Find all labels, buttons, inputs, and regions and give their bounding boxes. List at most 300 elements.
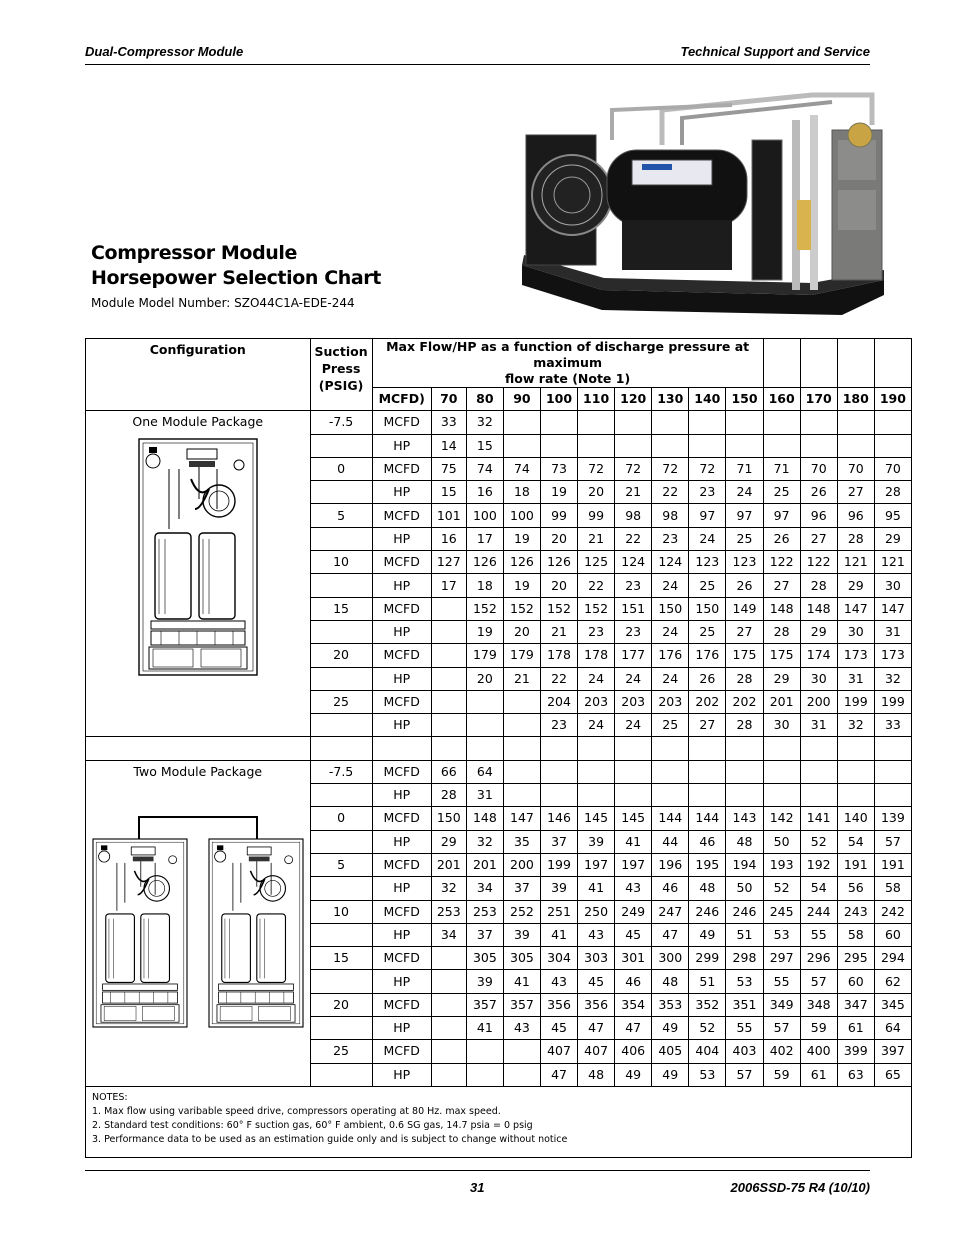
value-cell: 139 (874, 807, 911, 830)
value-cell: 21 (503, 667, 540, 690)
notes-heading: NOTES: (92, 1091, 128, 1103)
value-cell: 152 (503, 597, 540, 620)
value-cell: 178 (540, 644, 577, 667)
value-cell (874, 760, 911, 783)
value-cell: 25 (726, 527, 763, 550)
value-cell: 397 (874, 1040, 911, 1063)
value-cell: 37 (466, 923, 503, 946)
suction-pressure-cell: 15 (310, 947, 372, 970)
value-cell (431, 947, 466, 970)
max-flow-header-line1: Max Flow/HP as a function of discharge pressure at maximum (386, 339, 750, 370)
value-cell (431, 667, 466, 690)
value-cell: 43 (578, 923, 615, 946)
value-cell: 30 (800, 667, 837, 690)
value-cell: 347 (837, 993, 874, 1016)
value-cell: 50 (726, 877, 763, 900)
value-cell: 192 (800, 853, 837, 876)
spacer-cell (874, 737, 911, 760)
value-cell: 152 (466, 597, 503, 620)
value-cell: 97 (726, 504, 763, 527)
value-cell: 50 (763, 830, 800, 853)
value-cell: 299 (689, 947, 726, 970)
value-cell: 28 (726, 667, 763, 690)
note-1: 1. Max flow using varibable speed drive, compressors operating at 80 Hz. max speed. (92, 1105, 501, 1117)
value-cell: 31 (837, 667, 874, 690)
value-cell: 305 (503, 947, 540, 970)
unit-cell: MCFD (372, 993, 431, 1016)
value-cell: 74 (503, 457, 540, 480)
suction-pressure-cell: 0 (310, 807, 372, 830)
suction-pressure-cell (310, 830, 372, 853)
value-cell (466, 1063, 503, 1086)
value-cell: 173 (837, 644, 874, 667)
value-cell: 348 (800, 993, 837, 1016)
value-cell: 122 (800, 551, 837, 574)
value-cell: 47 (652, 923, 689, 946)
value-cell (431, 620, 466, 643)
value-cell: 148 (800, 597, 837, 620)
value-cell: 46 (615, 970, 652, 993)
value-cell: 178 (578, 644, 615, 667)
value-cell: 32 (466, 830, 503, 853)
value-cell: 24 (652, 667, 689, 690)
value-cell (540, 784, 577, 807)
value-cell: 57 (726, 1063, 763, 1086)
value-cell: 47 (578, 1017, 615, 1040)
value-cell: 43 (615, 877, 652, 900)
value-cell: 34 (466, 877, 503, 900)
value-cell: 18 (503, 481, 540, 504)
value-cell (837, 784, 874, 807)
value-cell: 99 (540, 504, 577, 527)
value-cell (874, 434, 911, 457)
value-cell (763, 760, 800, 783)
value-cell: 65 (874, 1063, 911, 1086)
value-cell: 173 (874, 644, 911, 667)
unit-cell: HP (372, 481, 431, 504)
value-cell: 16 (466, 481, 503, 504)
value-cell: 246 (689, 900, 726, 923)
chart-title-line1: Compressor Module (91, 242, 297, 264)
value-cell: 121 (874, 551, 911, 574)
value-cell (763, 434, 800, 457)
value-cell: 53 (689, 1063, 726, 1086)
value-cell: 24 (652, 620, 689, 643)
value-cell (652, 784, 689, 807)
spacer-cell (431, 737, 466, 760)
blank-header-cell (874, 339, 911, 388)
value-cell: 150 (652, 597, 689, 620)
value-cell (578, 760, 615, 783)
value-cell: 246 (726, 900, 763, 923)
value-cell: 297 (763, 947, 800, 970)
spacer-cell (763, 737, 800, 760)
value-cell: 23 (615, 620, 652, 643)
value-cell: 123 (689, 551, 726, 574)
value-cell: 52 (800, 830, 837, 853)
value-cell: 300 (652, 947, 689, 970)
table-row (86, 760, 912, 783)
value-cell: 21 (578, 527, 615, 550)
value-cell: 250 (578, 900, 615, 923)
suction-pressure-header (310, 339, 372, 411)
value-cell (689, 434, 726, 457)
package-configuration-cell (86, 411, 311, 737)
value-cell: 176 (652, 644, 689, 667)
suction-pressure-cell (310, 527, 372, 550)
value-cell: 175 (726, 644, 763, 667)
value-cell: 48 (578, 1063, 615, 1086)
value-cell: 28 (837, 527, 874, 550)
suction-pressure-cell (310, 481, 372, 504)
value-cell (874, 784, 911, 807)
value-cell: 123 (726, 551, 763, 574)
value-cell: 15 (431, 481, 466, 504)
value-cell (689, 784, 726, 807)
suction-pressure-cell: 20 (310, 993, 372, 1016)
value-cell: 145 (578, 807, 615, 830)
value-cell (431, 1063, 466, 1086)
value-cell: 32 (874, 667, 911, 690)
value-cell: 97 (689, 504, 726, 527)
page-number: 31 (470, 1180, 485, 1195)
value-cell: 72 (615, 457, 652, 480)
value-cell: 22 (652, 481, 689, 504)
value-cell: 298 (726, 947, 763, 970)
value-cell (615, 760, 652, 783)
spacer-cell (689, 737, 726, 760)
value-cell: 32 (431, 877, 466, 900)
header-left-title: Dual-Compressor Module (85, 44, 244, 59)
suction-header-line2: Press (321, 361, 361, 376)
value-cell: 33 (431, 411, 466, 434)
value-cell: 53 (726, 970, 763, 993)
suction-pressure-cell (310, 667, 372, 690)
value-cell: 97 (763, 504, 800, 527)
value-cell: 294 (874, 947, 911, 970)
value-cell (466, 1040, 503, 1063)
blank-header-cell (837, 339, 874, 388)
table-row (86, 411, 912, 434)
value-cell: 41 (540, 923, 577, 946)
value-cell: 253 (431, 900, 466, 923)
unit-cell: MCFD (372, 551, 431, 574)
value-cell: 35 (503, 830, 540, 853)
value-cell (503, 690, 540, 713)
value-cell: 245 (763, 900, 800, 923)
value-cell (689, 760, 726, 783)
value-cell: 126 (503, 551, 540, 574)
unit-cell: HP (372, 970, 431, 993)
max-flow-header (372, 339, 763, 388)
value-cell: 96 (837, 504, 874, 527)
value-cell: 249 (615, 900, 652, 923)
value-cell: 191 (837, 853, 874, 876)
value-cell: 16 (431, 527, 466, 550)
value-cell: 96 (800, 504, 837, 527)
value-cell: 303 (578, 947, 615, 970)
value-cell: 400 (800, 1040, 837, 1063)
value-cell: 301 (615, 947, 652, 970)
value-cell: 243 (837, 900, 874, 923)
value-cell: 27 (726, 620, 763, 643)
horsepower-selection-table (85, 338, 912, 1158)
suction-pressure-cell (310, 434, 372, 457)
unit-cell: MCFD (372, 411, 431, 434)
value-cell (726, 434, 763, 457)
value-cell: 147 (874, 597, 911, 620)
discharge-pressure-header: 120 (615, 388, 652, 411)
value-cell (837, 434, 874, 457)
value-cell: 151 (615, 597, 652, 620)
suction-pressure-cell: 10 (310, 900, 372, 923)
value-cell: 24 (652, 574, 689, 597)
value-cell: 142 (763, 807, 800, 830)
discharge-pressure-header: 170 (800, 388, 837, 411)
compressor-module-photo (512, 80, 892, 325)
value-cell: 199 (540, 853, 577, 876)
value-cell: 24 (726, 481, 763, 504)
suction-pressure-cell (310, 1017, 372, 1040)
value-cell: 150 (689, 597, 726, 620)
value-cell: 152 (578, 597, 615, 620)
unit-cell: HP (372, 667, 431, 690)
value-cell: 21 (540, 620, 577, 643)
value-cell: 27 (763, 574, 800, 597)
package-name: One Module Package (132, 414, 264, 430)
value-cell: 177 (615, 644, 652, 667)
suction-pressure-cell (310, 970, 372, 993)
value-cell (726, 760, 763, 783)
suction-pressure-cell (310, 714, 372, 737)
suction-pressure-cell (310, 784, 372, 807)
suction-pressure-cell: -7.5 (310, 760, 372, 783)
value-cell: 72 (652, 457, 689, 480)
value-cell: 27 (689, 714, 726, 737)
value-cell: 179 (466, 644, 503, 667)
value-cell (726, 784, 763, 807)
value-cell: 49 (652, 1063, 689, 1086)
value-cell: 121 (837, 551, 874, 574)
value-cell: 24 (578, 714, 615, 737)
value-cell: 23 (652, 527, 689, 550)
value-cell: 296 (800, 947, 837, 970)
value-cell (800, 784, 837, 807)
value-cell: 28 (431, 784, 466, 807)
value-cell: 74 (466, 457, 503, 480)
discharge-pressure-header: 160 (763, 388, 800, 411)
value-cell: 28 (800, 574, 837, 597)
value-cell (837, 411, 874, 434)
value-cell: 14 (431, 434, 466, 457)
value-cell (800, 411, 837, 434)
value-cell (689, 411, 726, 434)
discharge-pressure-header: 80 (466, 388, 503, 411)
value-cell: 19 (503, 574, 540, 597)
value-cell: 30 (763, 714, 800, 737)
value-cell: 202 (726, 690, 763, 713)
value-cell: 30 (874, 574, 911, 597)
value-cell: 247 (652, 900, 689, 923)
unit-cell: HP (372, 574, 431, 597)
value-cell: 29 (800, 620, 837, 643)
value-cell: 55 (726, 1017, 763, 1040)
spacer-cell (503, 737, 540, 760)
value-cell: 43 (540, 970, 577, 993)
value-cell: 24 (615, 667, 652, 690)
value-cell: 21 (615, 481, 652, 504)
value-cell (652, 411, 689, 434)
value-cell: 22 (578, 574, 615, 597)
unit-cell: MCFD (372, 853, 431, 876)
value-cell: 57 (763, 1017, 800, 1040)
value-cell: 204 (540, 690, 577, 713)
value-cell: 143 (726, 807, 763, 830)
value-cell: 45 (615, 923, 652, 946)
value-cell: 147 (837, 597, 874, 620)
spacer-cell (310, 737, 372, 760)
notes-section (86, 1086, 912, 1157)
value-cell: 22 (615, 527, 652, 550)
value-cell: 242 (874, 900, 911, 923)
value-cell: 20 (503, 620, 540, 643)
value-cell: 48 (726, 830, 763, 853)
value-cell (431, 690, 466, 713)
unit-cell: MCFD (372, 597, 431, 620)
unit-cell: HP (372, 620, 431, 643)
configuration-header: Configuration (86, 339, 311, 411)
value-cell: 63 (837, 1063, 874, 1086)
value-cell (503, 1063, 540, 1086)
unit-cell: MCFD (372, 807, 431, 830)
value-cell: 31 (874, 620, 911, 643)
value-cell: 174 (800, 644, 837, 667)
value-cell (431, 1017, 466, 1040)
spacer-cell (86, 737, 311, 760)
value-cell: 402 (763, 1040, 800, 1063)
value-cell: 41 (615, 830, 652, 853)
spacer-cell (372, 737, 431, 760)
value-cell: 26 (689, 667, 726, 690)
value-cell: 29 (837, 574, 874, 597)
value-cell: 72 (578, 457, 615, 480)
value-cell: 199 (837, 690, 874, 713)
suction-pressure-cell: 25 (310, 690, 372, 713)
value-cell: 200 (800, 690, 837, 713)
value-cell: 72 (689, 457, 726, 480)
value-cell (726, 411, 763, 434)
value-cell (615, 784, 652, 807)
value-cell: 30 (837, 620, 874, 643)
value-cell (503, 434, 540, 457)
value-cell (578, 784, 615, 807)
value-cell: 98 (615, 504, 652, 527)
value-cell: 144 (689, 807, 726, 830)
value-cell: 200 (503, 853, 540, 876)
value-cell (431, 597, 466, 620)
discharge-pressure-header: 140 (689, 388, 726, 411)
value-cell: 45 (540, 1017, 577, 1040)
value-cell: 27 (800, 527, 837, 550)
value-cell: 23 (689, 481, 726, 504)
value-cell (431, 714, 466, 737)
value-cell: 47 (540, 1063, 577, 1086)
value-cell: 70 (800, 457, 837, 480)
value-cell: 46 (689, 830, 726, 853)
value-cell: 404 (689, 1040, 726, 1063)
value-cell (431, 970, 466, 993)
value-cell: 41 (466, 1017, 503, 1040)
value-cell: 403 (726, 1040, 763, 1063)
spacer-cell (652, 737, 689, 760)
value-cell: 37 (540, 830, 577, 853)
discharge-pressure-header: 70 (431, 388, 466, 411)
value-cell: 29 (431, 830, 466, 853)
chart-title (91, 241, 381, 291)
value-cell (466, 714, 503, 737)
unit-cell: HP (372, 1017, 431, 1040)
value-cell: 149 (726, 597, 763, 620)
value-cell (503, 1040, 540, 1063)
value-cell: 407 (540, 1040, 577, 1063)
value-cell: 253 (466, 900, 503, 923)
value-cell: 193 (763, 853, 800, 876)
value-cell: 101 (431, 504, 466, 527)
value-cell: 71 (763, 457, 800, 480)
value-cell: 356 (540, 993, 577, 1016)
value-cell: 26 (763, 527, 800, 550)
value-cell: 73 (540, 457, 577, 480)
spacer-cell (578, 737, 615, 760)
unit-cell: HP (372, 784, 431, 807)
value-cell: 99 (578, 504, 615, 527)
value-cell: 201 (431, 853, 466, 876)
value-cell: 48 (689, 877, 726, 900)
discharge-pressure-header: 110 (578, 388, 615, 411)
value-cell: 23 (615, 574, 652, 597)
value-cell: 49 (615, 1063, 652, 1086)
value-cell: 147 (503, 807, 540, 830)
value-cell (578, 434, 615, 457)
value-cell: 58 (837, 923, 874, 946)
value-cell: 19 (466, 620, 503, 643)
spacer-row (86, 737, 912, 760)
value-cell: 60 (837, 970, 874, 993)
unit-cell: HP (372, 714, 431, 737)
value-cell (540, 434, 577, 457)
note-3: 3. Performance data to be used as an estimation guide only and is subject to change without notice (92, 1133, 568, 1145)
value-cell: 26 (800, 481, 837, 504)
value-cell: 356 (578, 993, 615, 1016)
value-cell: 46 (652, 877, 689, 900)
suction-pressure-cell: 5 (310, 504, 372, 527)
value-cell: 62 (874, 970, 911, 993)
suction-header-line3: (PSIG) (318, 378, 364, 393)
value-cell (837, 760, 874, 783)
value-cell: 39 (540, 877, 577, 900)
value-cell: 126 (540, 551, 577, 574)
value-cell: 194 (726, 853, 763, 876)
unit-cell: MCFD (372, 504, 431, 527)
value-cell: 28 (874, 481, 911, 504)
value-cell: 148 (466, 807, 503, 830)
value-cell: 23 (540, 714, 577, 737)
value-cell: 27 (837, 481, 874, 504)
footer-rule (85, 1170, 870, 1171)
value-cell (540, 760, 577, 783)
value-cell: 17 (431, 574, 466, 597)
value-cell (503, 411, 540, 434)
